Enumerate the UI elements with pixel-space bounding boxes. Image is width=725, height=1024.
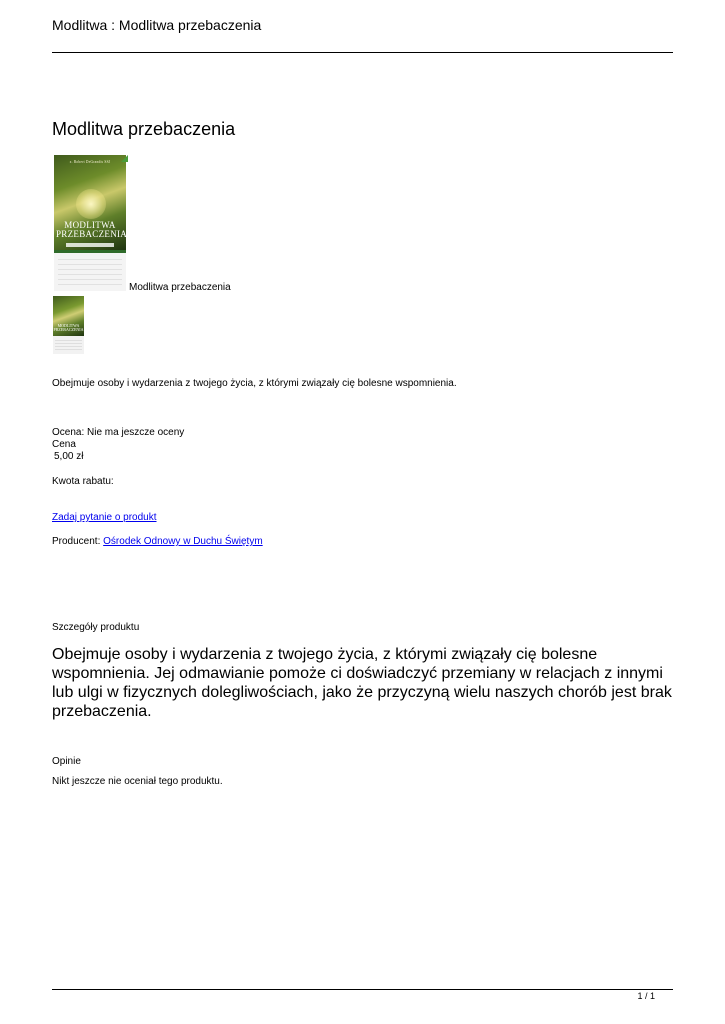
product-title: Modlitwa przebaczenia <box>52 119 236 139</box>
price-value: 5,00 zł <box>54 451 84 462</box>
producer-label: Producent: <box>52 536 101 547</box>
thumbnail-artwork <box>53 296 84 336</box>
cover-light-glow <box>76 189 106 219</box>
product-image-caption: Modlitwa przebaczenia <box>129 282 231 293</box>
header-divider <box>52 52 673 53</box>
product-thumbnail[interactable] <box>53 296 84 354</box>
thumbnail-title-line2: PRZEBACZENIA <box>53 327 84 332</box>
price-label: Cena <box>52 439 76 450</box>
ask-question-link[interactable]: Zadaj pytanie o produkt <box>52 512 157 523</box>
thumbnail-title-line1: MODLITWA <box>57 323 80 328</box>
thumbnail-lower-text <box>55 340 82 351</box>
full-description: Obejmuje osoby i wydarzenia z twojego życia, z którymi związały cię bolesne wspomnienia. Jej odmawianie pomoże ci doświadczyć przemiany w relacjach z innymi lub ulgi w fizycznych dolegliwościach, jako że przyczyną wielu naszych chorób jest brak przebaczenia. <box>52 646 672 720</box>
discount-label: Kwota rabatu: <box>52 476 114 487</box>
product-cover-image[interactable] <box>54 155 126 291</box>
thumbnail-title <box>53 324 84 332</box>
cover-author: x. Robert DeGrandis SSJ <box>69 160 111 164</box>
cover-title-line1: MODLITWA <box>64 220 116 230</box>
short-description: Obejmuje osoby i wydarzenia z twojego życia, z którymi związały cię bolesne wspomnienia. <box>52 378 457 389</box>
rating-text: Ocena: Nie ma jeszcze oceny <box>52 427 185 438</box>
producer-row <box>52 536 263 548</box>
producer-link[interactable]: Ośrodek Odnowy w Duchu Świętym <box>103 536 263 547</box>
leaf-icon <box>121 155 128 162</box>
cover-title-line2: PRZEBACZENIA <box>56 229 128 239</box>
cover-subtitle-bar <box>66 243 114 247</box>
reviews-heading: Opinie <box>52 756 81 767</box>
cover-artwork <box>54 155 126 250</box>
page-header-title: Modlitwa : Modlitwa przebaczenia <box>52 17 262 33</box>
cover-band <box>54 250 126 253</box>
reviews-empty-text: Nikt jeszcze nie oceniał tego produktu. <box>52 776 223 787</box>
details-heading: Szczegóły produktu <box>52 622 140 633</box>
footer-divider <box>52 989 673 990</box>
cover-lower-text <box>58 259 122 285</box>
page-number: 1 / 1 <box>637 991 655 1001</box>
cover-title <box>56 220 128 239</box>
ask-question-row <box>52 512 157 524</box>
